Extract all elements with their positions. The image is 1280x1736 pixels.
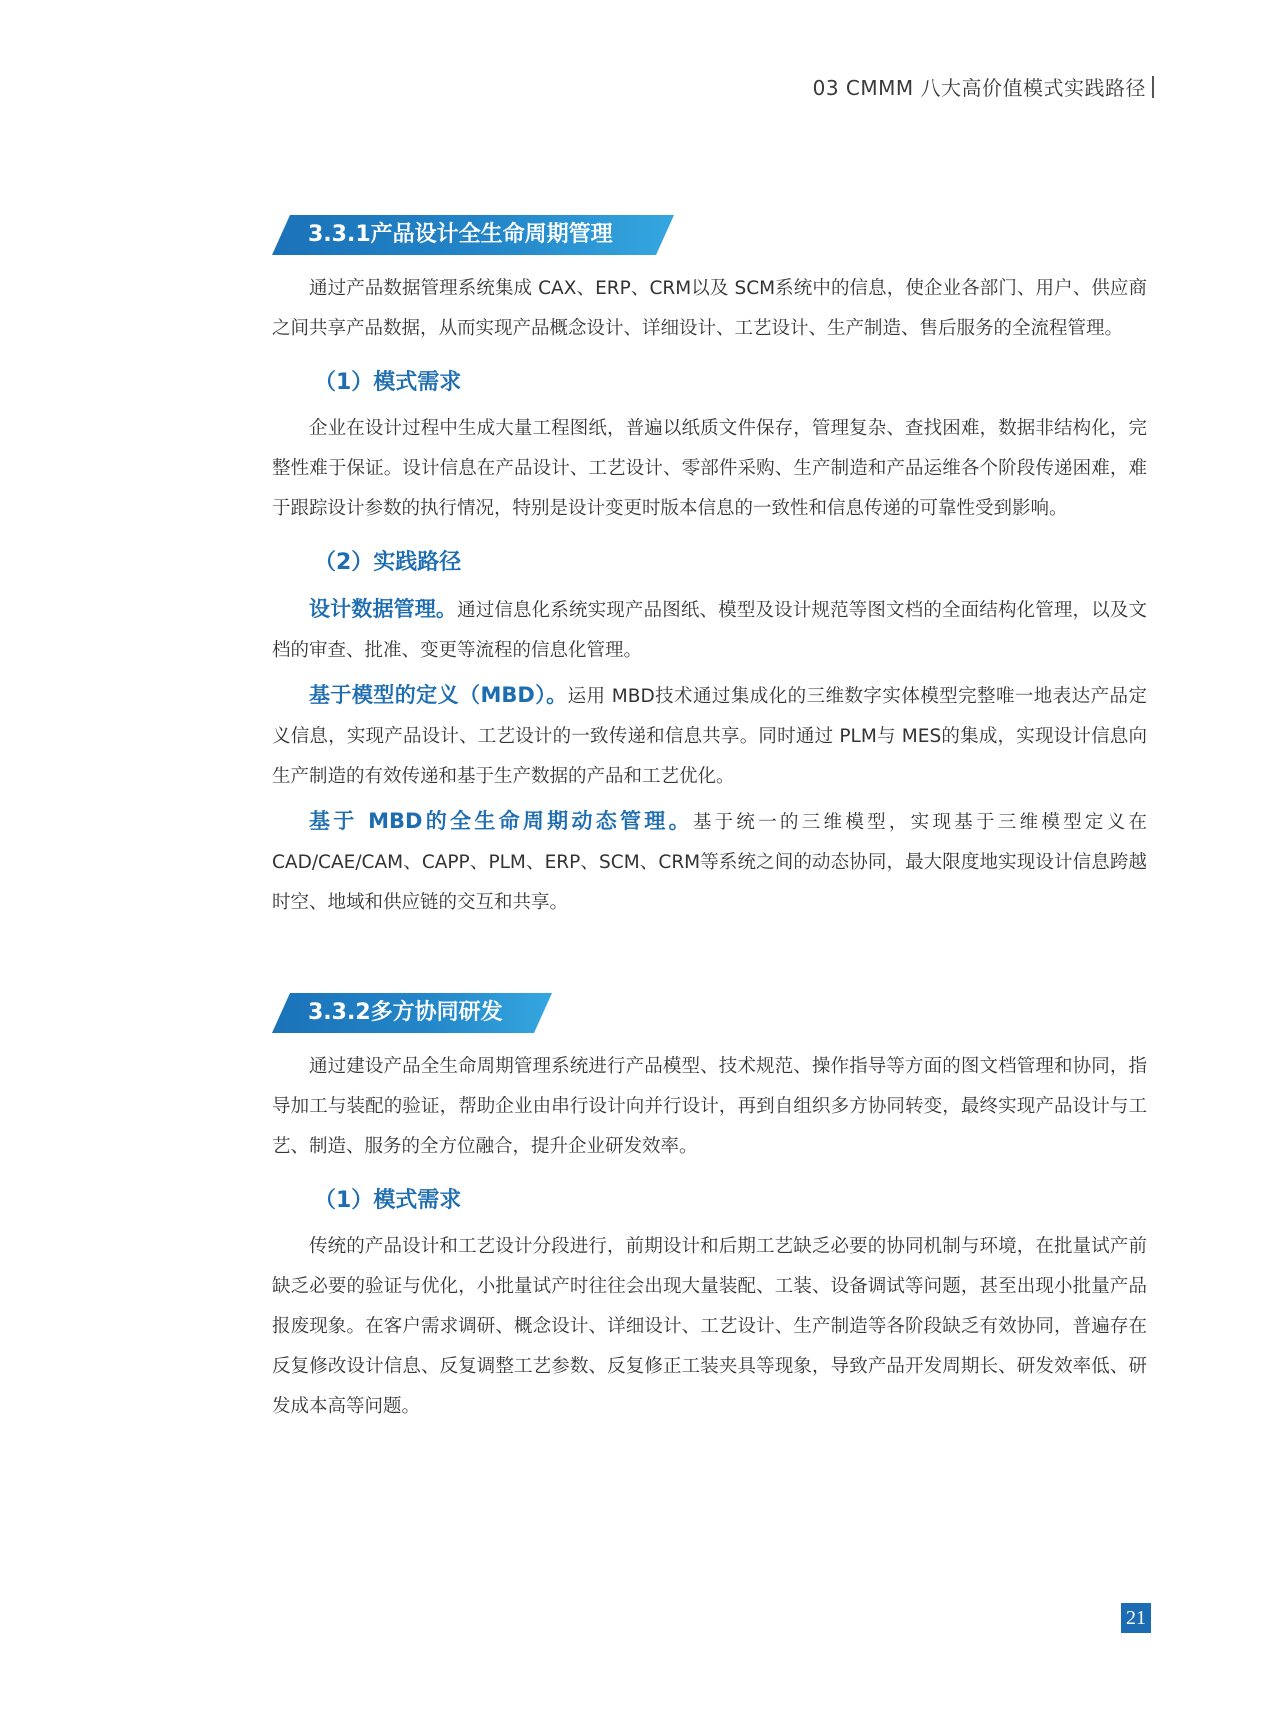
section-intro: 通过产品数据管理系统集成 CAX、ERP、CRM以及 SCM系统中的信息，使企业各部门、用户、供应商之间共享产品数据，从而实现产品概念设计、详细设计、工艺设计、生产制造、售后服务的全流程管理。 xyxy=(272,278,1147,339)
practice-item xyxy=(272,675,1147,797)
practice-item-text: 运用 MBD技术通过集成化的三维数字实体模型完整唯一地表达产品定义信息，实现产品设计、工艺设计的一致传递和信息共享。同时通过 PLM与 MES的集成，实现设计信息向生产制造的有效传递和基于生产数据的产品和工艺优化。 xyxy=(272,686,1147,787)
subheading-mode-need: （1）模式需求 xyxy=(314,370,462,395)
section-title: 3.3.1产品设计全生命周期管理 xyxy=(308,222,613,247)
subheading-mode-need: （1）模式需求 xyxy=(314,1188,462,1213)
practice-item xyxy=(272,589,1147,671)
section-spacer xyxy=(272,923,1147,993)
section-banner-3-3-2 xyxy=(272,993,1147,1033)
page-number: 21 xyxy=(1121,1603,1151,1633)
practice-item-lead: 基于 MBD的全生命周期动态管理。 xyxy=(309,809,693,833)
mode-need-text: 传统的产品设计和工艺设计分段进行，前期设计和后期工艺缺乏必要的协同机制与环境，在批量试产前缺乏必要的验证与优化，小批量试产时往往会出现大量装配、工装、设备调试等问题，甚至出现小批量产品报废现象。在客户需求调研、概念设计、详细设计、工艺设计、生产制造等各阶段缺乏有效协同，普遍存在反复修改设计信息、反复调整工艺参数、反复修正工装夹具等现象，导致产品开发周期长、研发效率低、研发成本高等问题。 xyxy=(272,1236,1147,1417)
mode-need-text: 企业在设计过程中生成大量工程图纸，普遍以纸质文件保存，管理复杂、查找困难，数据非结构化，完整性难于保证。设计信息在产品设计、工艺设计、零部件采购、生产制造和产品运维各个阶段传递困难，难于跟踪设计参数的执行情况，特别是设计变更时版本信息的一致性和信息传递的可靠性受到影响。 xyxy=(272,418,1147,519)
subheading-practice-path: （2）实践路径 xyxy=(314,550,462,575)
section-title: 3.3.2多方协同研发 xyxy=(308,1000,503,1025)
practice-item-lead: 设计数据管理。 xyxy=(309,597,458,621)
banner-accent-stripe xyxy=(258,215,268,255)
running-header xyxy=(813,72,1154,101)
banner-accent-stripe xyxy=(258,993,268,1033)
page-content xyxy=(272,215,1147,1427)
running-header-title: 03 CMMM 八大高价值模式实践路径 xyxy=(812,76,1146,100)
practice-item-text: 基于统一的三维模型，实现基于三维模型定义在 CAD/CAE/CAM、CAPP、PLM、ERP、SCM、CRM等系统之间的动态协同，最大限度地实现设计信息跨越时空、地域和供应链的交互和共享。 xyxy=(272,812,1147,913)
section-banner-3-3-1 xyxy=(272,215,1147,255)
practice-item-text: 通过信息化系统实现产品图纸、模型及设计规范等图文档的全面结构化管理，以及文档的审查、批准、变更等流程的信息化管理。 xyxy=(272,600,1147,661)
practice-item-lead: 基于模型的定义（MBD）。 xyxy=(309,683,568,707)
section-intro: 通过建设产品全生命周期管理系统进行产品模型、技术规范、操作指导等方面的图文档管理和协同，指导加工与装配的验证，帮助企业由串行设计向并行设计，再到自组织多方协同转变，最终实现产品设计与工艺、制造、服务的全方位融合，提升企业研发效率。 xyxy=(272,1056,1147,1157)
header-divider xyxy=(1152,76,1154,98)
practice-item xyxy=(272,801,1147,923)
